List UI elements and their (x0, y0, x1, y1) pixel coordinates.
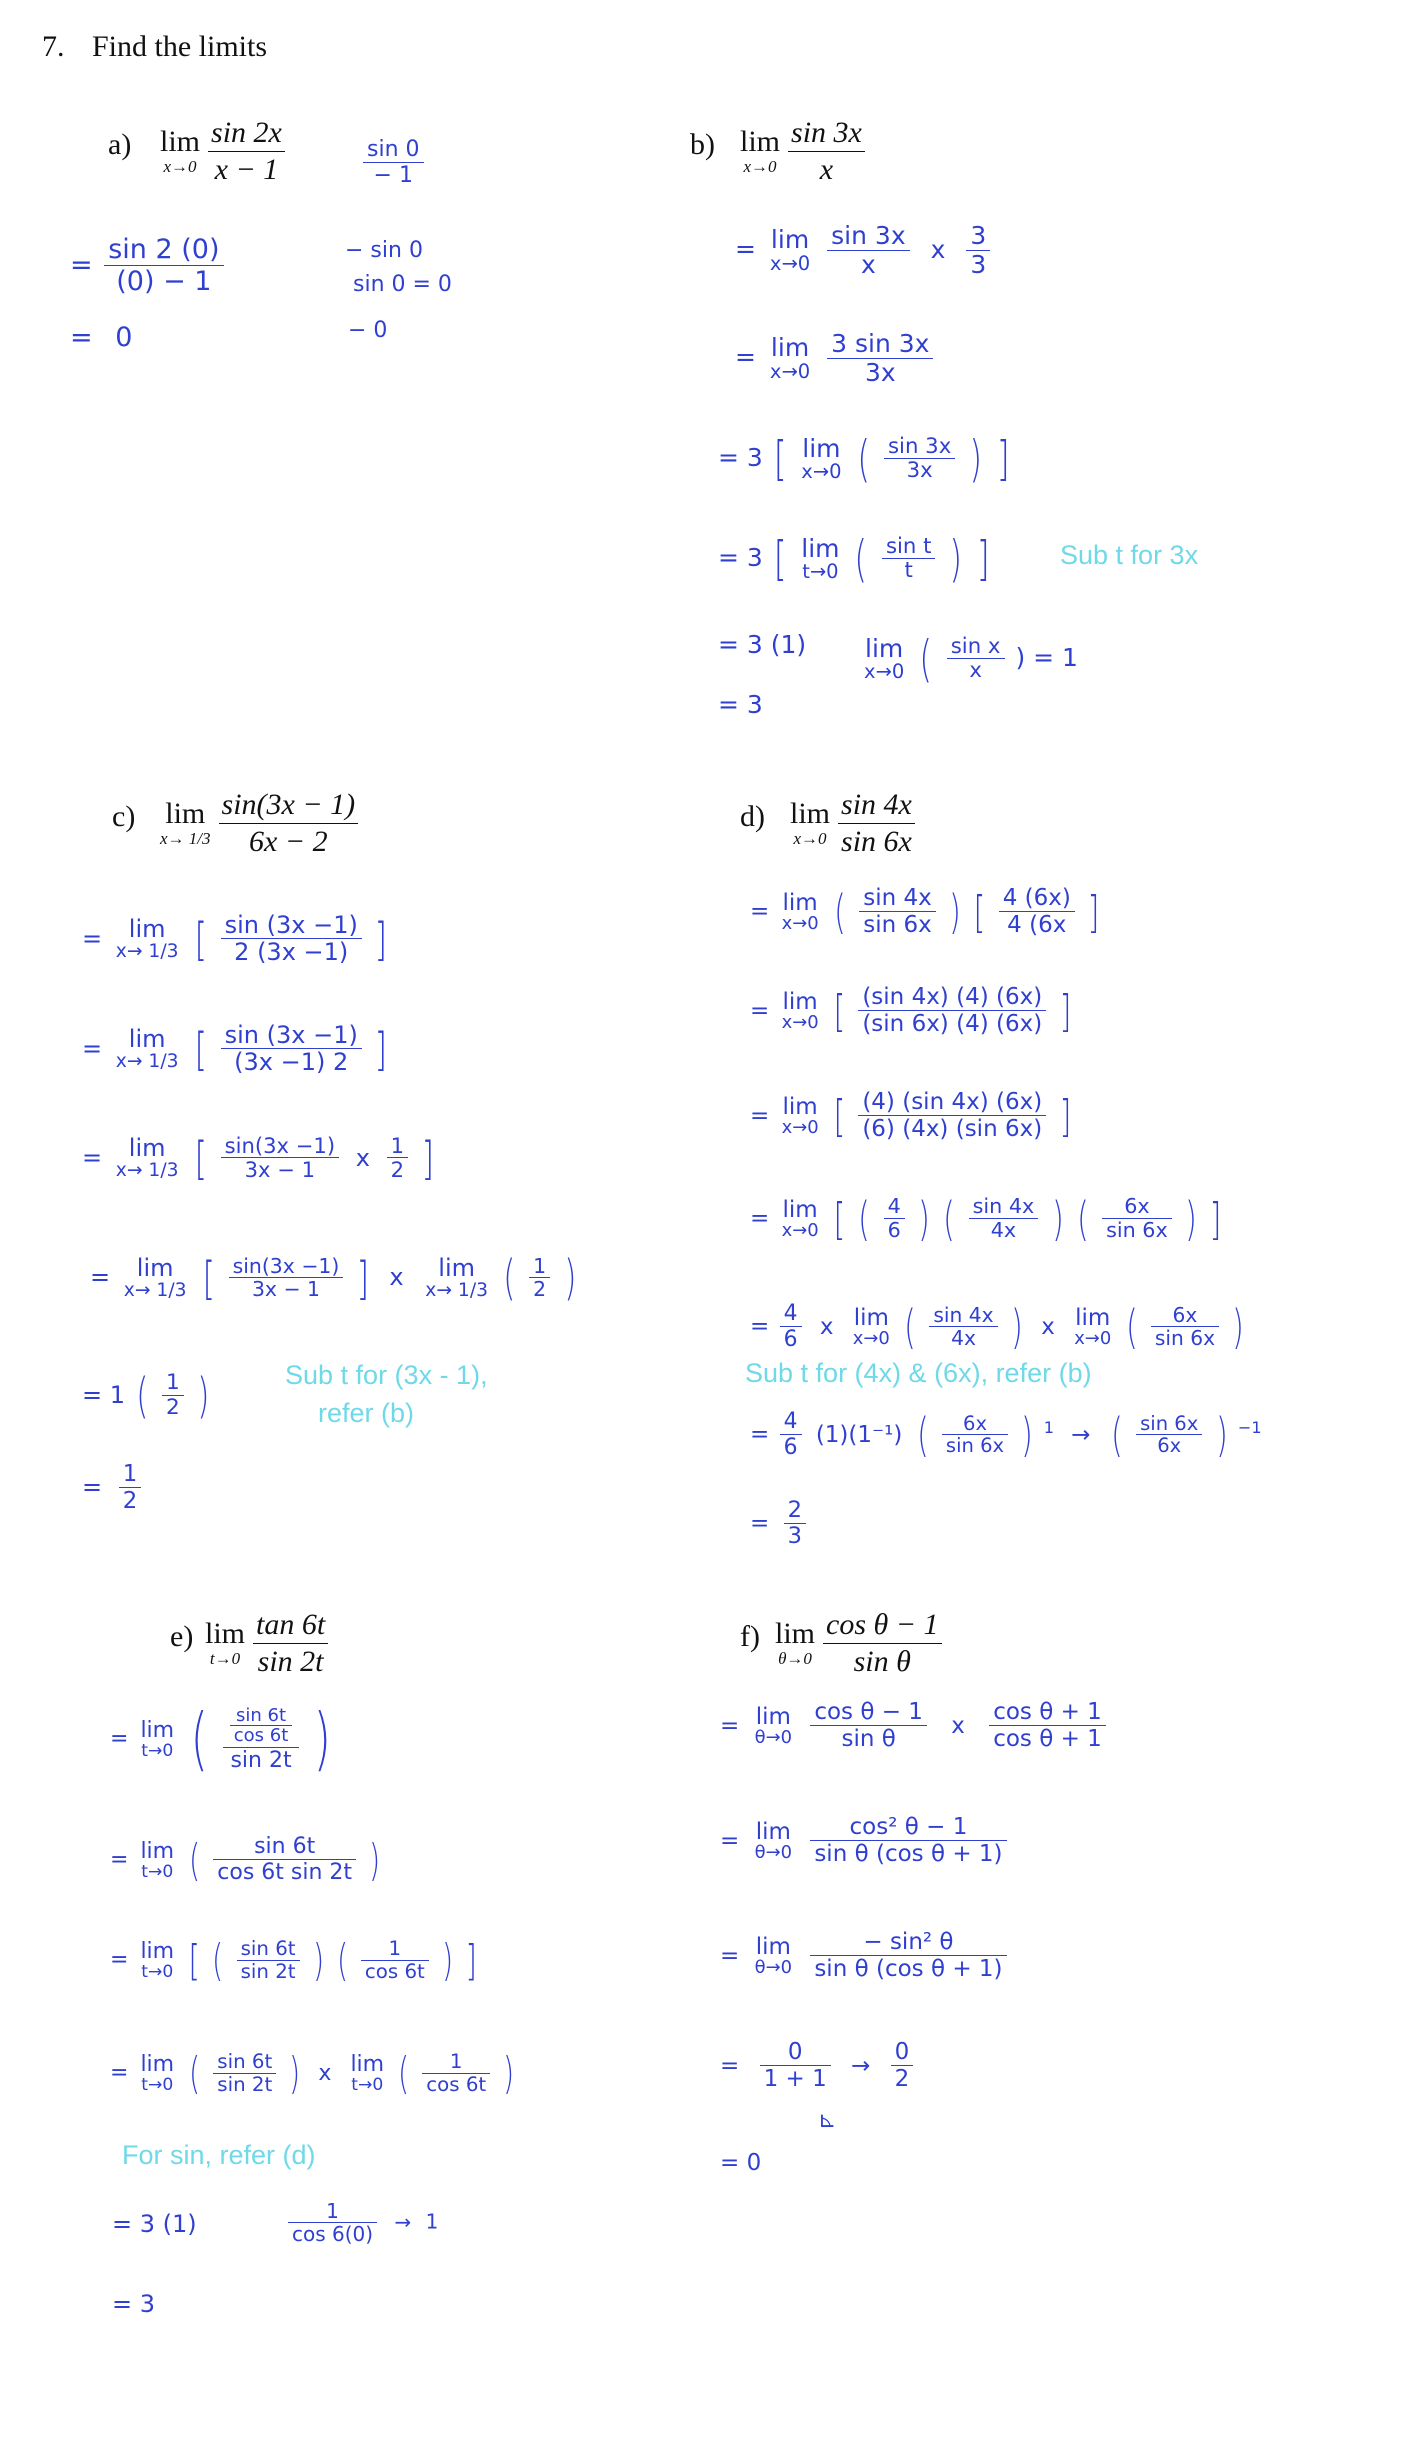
hw-a-side2: − sin 0 (345, 238, 423, 263)
hw-c-line5: = 1 ( $\frac{1}{2}$ ) (82, 1368, 210, 1424)
hw-c-line3: = lim x→ 1/3 [ $\frac{\sin(3x -1)}{3x - 1}$ x $\frac{1}{2}$ ] (82, 1132, 434, 1185)
hw-a-side-frac: $\frac{\sin 0}{- 1}$ (360, 138, 427, 188)
printed-expression-f (775, 1608, 946, 1680)
fraction-c: $\frac{\sin(3x - 1)}{6x - 2}$ (215, 788, 363, 860)
item-label-a: a) (108, 128, 132, 161)
hw-f-line5: = 0 (720, 2150, 762, 2176)
hw-e-line5: = 3 (1) (112, 2210, 197, 2238)
fraction-e: $\frac{\tan 6t}{\sin 2t}$ (249, 1608, 332, 1680)
lim-operator-f: lim θ→0 (775, 1616, 816, 1668)
fraction-b: $\frac{\sin 3x}{x}$ (784, 116, 869, 188)
item-label-b: b) (690, 128, 715, 161)
note-c-sub-t-2: refer (b) (318, 1398, 415, 1428)
hw-c-line2: = lim x→ 1/3 [ $\frac{\sin (3x -1)}{(3x -1) 2}$ ] (82, 1021, 388, 1077)
hw-d-line5: = $\frac{4}{6}$ x lim x→0 ( $\frac{\sin 4x}{4x}$ ) x lim x→0 ( $\frac{6x}{\sin 6x}$ ) (750, 1300, 1245, 1354)
hw-a-frac1: $\frac{\sin 2 (0)}{(0) - 1}$ (101, 235, 226, 297)
hw-b-line2: = lim x→0 $\frac{3 \sin 3x}{3x}$ (735, 330, 936, 387)
hw-d-line1: = lim x→0 ( $\frac{\sin 4x}{\sin 6x}$ ) [ $\frac{4 (6x)}{4 (6x}$ ] (750, 884, 1100, 939)
printed-expression-d (790, 788, 919, 860)
hw-d-line7: = $\frac{2}{3}$ (750, 1498, 809, 1550)
hw-e-line1: = lim t→0 ( $\frac{\frac{\sin 6t}{\cos 6t}}{\sin 2t}$ ) (110, 1700, 332, 1779)
hw-a-side3: sin 0 = 0 (353, 272, 452, 297)
hw-f-line1: = lim θ→0 $\frac{\text{cos θ − 1}}{\text{sin θ}}$ x $\frac{\text{cos θ + 1}}{\text{cos θ + 1}}$ (720, 1700, 1109, 1753)
hw-b-line3: = 3 [ lim x→0 ( $\frac{\sin 3x}{3x}$ ) ] (718, 430, 1010, 488)
lim-operator-c: lim x→ 1/3 (160, 796, 211, 848)
hw-e-line6: = 3 (112, 2290, 156, 2318)
fraction-a: $\frac{\sin 2x}{x - 1}$ (204, 116, 289, 188)
item-label-f: f) (740, 1620, 760, 1653)
note-e-for-sin: For sin, refer (d) (122, 2140, 316, 2170)
hw-b-line4: = 3 [ lim t→0 ( $\frac{\text{sin t}}{t}$ ) ] (718, 530, 990, 588)
hw-d-line6: = $\frac{4}{6}$ (1)(1⁻¹) ( $\frac{6x}{\sin 6x}$ ) $^1$ → ( $\frac{\sin 6x}{6x}$ ) $^{-1}$ (750, 1408, 1262, 1462)
hw-a-side4: − 0 (348, 318, 388, 343)
item-label-c: c) (112, 800, 136, 833)
lim-operator-e: lim t→0 (205, 1616, 246, 1668)
hw-e-line3: = lim t→0 [ ( $\frac{\sin 6t}{\sin 2t}$ ) ( $\frac{1}{\cos 6t}$ ) ] (110, 1935, 477, 1986)
question-number: 7. (42, 30, 65, 63)
note-b-sub-t: Sub t for 3x (1060, 540, 1199, 570)
printed-expression-c (160, 788, 362, 860)
hw-a-step1: = $\frac{\sin 2 (0)}{(0) - 1}$ (70, 235, 227, 297)
lim-operator-d: lim x→0 (790, 796, 831, 848)
hw-f-line4: = $\frac{0}{1 + 1}$ → $\frac{0}{2}$ (720, 2040, 916, 2093)
hw-c-line4: = lim x→ 1/3 [ $\frac{\sin(3x -1)}{3x - 1}$ ] x lim x→ 1/3 ( $\frac{1}{2}$ ) (90, 1250, 577, 1306)
hw-e-line2: = lim t→0 ( $\frac{\sin 6t}{\text{cos 6t sin 2t}}$ ) (110, 1834, 381, 1886)
hw-d-line4: = lim x→0 [ ( $\frac{4}{6}$ ) ( $\frac{\sin 4x}{4x}$ ) ( $\frac{6x}{\sin 6x}$ ) ] (750, 1192, 1222, 1246)
printed-expression-a (160, 116, 289, 188)
item-label-e: e) (170, 1620, 194, 1653)
hw-f-line3: = lim θ→0 $\frac{\text{− sin² θ}}{\text{sin θ (cos θ + 1)}}$ (720, 1930, 1010, 1983)
hw-b-line5: = 3 (1) (718, 630, 807, 659)
hw-d-line2: = lim x→0 [ $\frac{(\sin 4x) (4) (6x)}{(\sin 6x) (4) (6x)}$ ] (750, 984, 1071, 1038)
question-text: Find the limits (92, 30, 268, 63)
lim-operator-a: lim x→0 (160, 124, 201, 176)
hw-a-step2: = 0 (70, 322, 133, 353)
hw-b-line1: = lim x→0 $\frac{\sin 3x}{x}$ x $\frac{3}{3}$ (735, 222, 993, 279)
fraction-d: $\frac{\sin 4x}{\sin 6x}$ (834, 788, 919, 860)
hw-f-line2: = lim θ→0 $\frac{\text{cos² θ − 1}}{\text{sin θ (cos θ + 1)}}$ (720, 1815, 1010, 1868)
printed-expression-b (740, 116, 869, 188)
hw-d-line3: = lim x→0 [ $\frac{(4) (\sin 4x) (6x)}{(6) (4x) (\sin 6x)}$ ] (750, 1089, 1071, 1143)
note-c-sub-t-1: Sub t for (3x - 1), (285, 1360, 488, 1390)
hw-e-line5-frac: $\frac{1}{\cos 6(0)}$ → 1 (285, 2200, 438, 2246)
hw-f-check-mark: ⊾ (818, 2108, 837, 2133)
hw-b-line6: = 3 (718, 690, 763, 719)
hw-b-line5-identity: lim x→0 ( $\frac{\text{sin x}}{x}$ ) = 1 (864, 630, 1078, 688)
hw-c-line6: = $\frac{1}{2}$ (82, 1462, 144, 1514)
hw-e-line4: = lim t→0 ( $\frac{\sin 6t}{\sin 2t}$ ) x lim t→0 ( $\frac{1}{\cos 6t}$ ) (110, 2048, 515, 2099)
printed-expression-e (205, 1608, 332, 1680)
hw-c-line1: = lim x→ 1/3 [ $\frac{\sin (3x -1)}{2 (3x -1)}$ ] (82, 911, 388, 967)
item-label-d: d) (740, 800, 765, 833)
note-d-sub-t: Sub t for (4x) & (6x), refer (b) (745, 1358, 1092, 1388)
fraction-f: $\frac{\text{cos θ − 1}}{\text{sin θ}}$ (819, 1608, 945, 1680)
lim-operator-b: lim x→0 (740, 124, 781, 176)
